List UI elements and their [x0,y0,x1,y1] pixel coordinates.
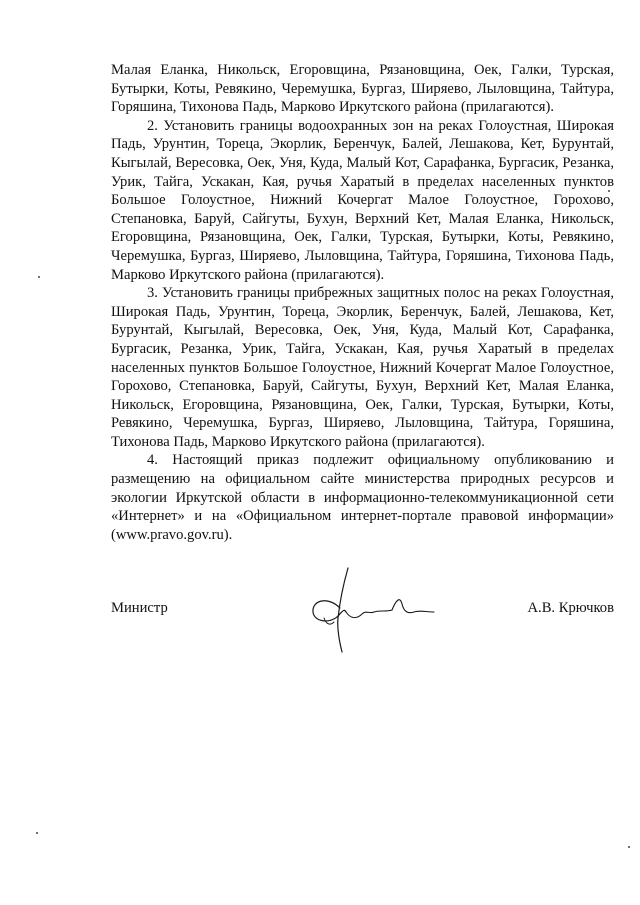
scan-speck [38,276,40,278]
paragraph-2: 2. Установить границы водоохранных зон на реках Голоустная, Широкая Падь, Урунтин, Тореца, Экорлик, Беренчук, Балей, Лешакова, Кет, Бурунтай, Кыгылай, Вересовка, Оек, Уня, Куда, Малый Кот, Сарафанка, Бургасик, Резанка, Урик, Тайга, Ускакан, Кая, ручья Харатый в пределах населенных пунктов Большое Голоустное, Нижний Кочергат Малое Голоустное, Горохово, Степановка, Баруй, Сайгуты, Бухун, Верхний Кет, Малая Еланка, Никольск, Егоровщина, Рязановщина, Оек, Галки, Турская, Бутырки, Коты, Ревякино, Черемушка, Бургаз, Ширяево, Лыловщина, Тайтура, Горяшина, Тихонова Падь, Марково Иркутского района (прилагаются). [111,117,614,283]
handwritten-signature [304,560,444,660]
signatory-title: Министр [111,600,168,616]
scan-speck [36,832,38,834]
document-body [111,61,614,544]
scan-speck [608,190,610,192]
scan-speck [628,846,630,848]
paragraph-3: 3. Установить границы прибрежных защитных полос на реках Голоустная, Широкая Падь, Урунтин, Тореца, Экорлик, Беренчук, Балей, Лешакова, Кет, Бурунтай, Кыгылай, Вересовка, Оек, Уня, Куда, Малый Кот, Сарафанка, Бургасик, Резанка, Урик, Тайга, Ускакан, Кая, ручья Харатый в пределах населенных пунктов Большое Голоустное, Нижний Кочергат Малое Голоустное, Горохово, Степановка, Баруй, Сайгуты, Бухун, Верхний Кет, Малая Еланка, Никольск, Егоровщина, Рязановщина, Оек, Галки, Турская, Бутырки, Коты, Ревякино, Черемушка, Бургаз, Ширяево, Лыловщина, Тайтура, Горяшина, Тихонова Падь, Марково Иркутского района (прилагаются). [111,285,614,450]
paragraph-4: 4. Настоящий приказ подлежит официальному опубликованию и размещению на официальном сайте министерства природных ресурсов и экологии Иркутской области в информационно-телекоммуникационной сети «Интернет» и на «Официальном интернет-портале правовой информации» (www.pravo.gov.ru). [111,452,614,543]
signatory-name: А.В. Крючков [527,600,614,616]
paragraph-1-continuation: Малая Еланка, Никольск, Егоровщина, Рязановщина, Оек, Галки, Турская, Бутырки, Коты, Ревякино, Черемушка, Бургаз, Ширяево, Лыловщина, Тайтура, Горяшина, Тихонова Падь, Марково Иркутского района (прилагаются). [111,62,614,116]
